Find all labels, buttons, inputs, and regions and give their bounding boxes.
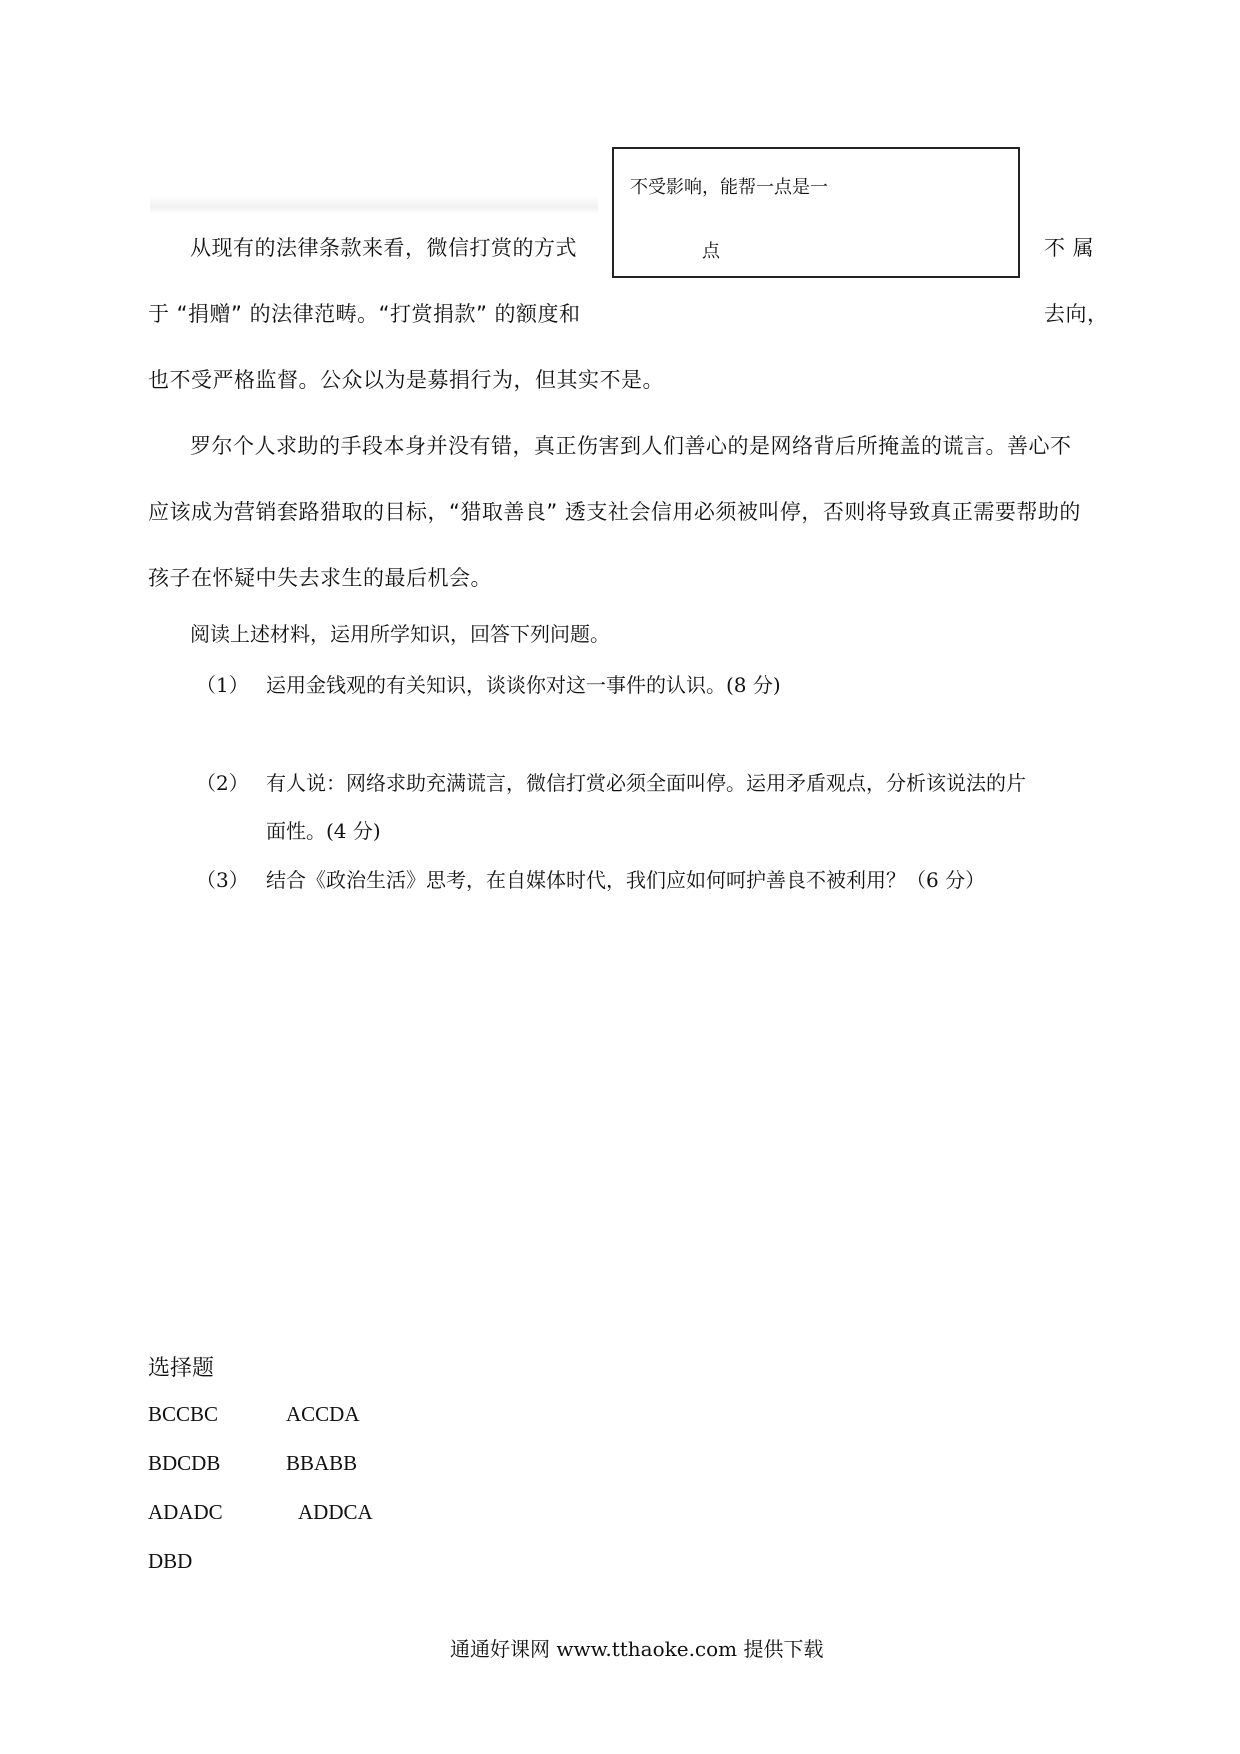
answer-row-1-col-2: ACCDA	[286, 1402, 360, 1426]
answer-row-2-col-2: BBABB	[286, 1451, 358, 1475]
answer-row-2-col-1: BDCDB	[148, 1451, 221, 1475]
paragraph2-line3: 孩子在怀疑中失去求生的最后机会。	[148, 566, 492, 590]
scan-artifact-strip	[150, 196, 598, 214]
question-2-text: 有人说：网络求助充满谎言，微信打赏必须全面叫停。运用矛盾观点，分析该说法的片	[266, 771, 1026, 795]
paragraph1-line1-left: 从现有的法律条款来看，微信打赏的方式	[190, 236, 577, 260]
answers-heading: 选择题	[148, 1356, 215, 1381]
callout-line-2: 点	[702, 241, 720, 262]
paragraph2-line2: 应该成为营销套路猎取的目标，“猎取善良” 透支社会信用必须被叫停，否则将导致真正需要帮助的	[148, 500, 1081, 524]
paragraph1-line3: 也不受严格监督。公众以为是募捐行为，但其实不是。	[148, 368, 664, 392]
paragraph1-line1-right: 不 属	[1044, 236, 1095, 260]
paragraph1-line2-right: 去向，	[1044, 302, 1109, 326]
question-2-text-continued: 面性。(4 分)	[266, 819, 381, 843]
question-2-number: （2）	[196, 771, 249, 795]
answer-row-3-col-1: ADADC	[148, 1500, 223, 1524]
instruction-text: 阅读上述材料，运用所学知识，回答下列问题。	[190, 622, 610, 646]
question-3-text: 结合《政治生活》思考，在自媒体时代，我们应如何呵护善良不被利用？（6 分）	[266, 868, 986, 892]
question-3-number: （3）	[196, 868, 249, 892]
answer-row-1-col-1: BCCBC	[148, 1402, 219, 1426]
callout-box	[612, 147, 1020, 278]
answer-row-3-col-2: ADDCA	[298, 1500, 373, 1524]
answer-row-4-col-1: DBD	[148, 1549, 193, 1573]
question-1-text: 运用金钱观的有关知识，谈谈你对这一事件的认识。(8 分)	[266, 673, 781, 697]
paragraph1-line2-left: 于 “捐赠” 的法律范畴。“打赏捐款” 的额度和	[148, 302, 581, 326]
paragraph2-line1: 罗尔个人求助的手段本身并没有错，真正伤害到人们善心的是网络背后所掩盖的谎言。善心不	[190, 434, 1072, 458]
question-1-number: （1）	[196, 673, 249, 697]
footer-text: 通通好课网 www.tthaoke.com 提供下载	[450, 1637, 824, 1661]
callout-line-1: 不受影响，能帮一点是一	[630, 177, 828, 198]
